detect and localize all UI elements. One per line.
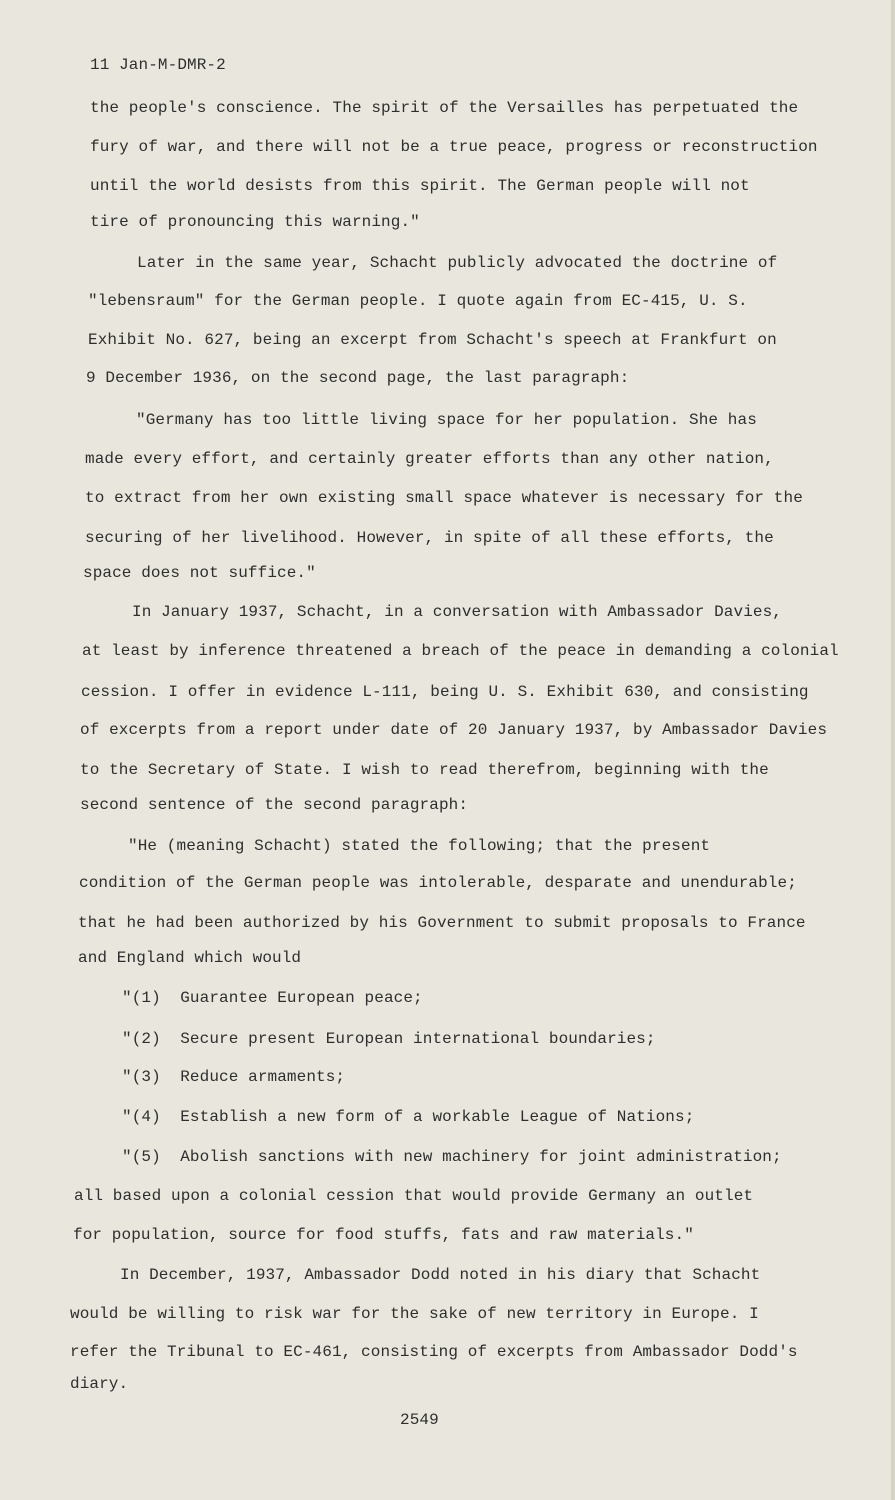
text-line: second sentence of the second paragraph: [80,796,469,814]
text-line: securing of her livelihood. However, in spite of all these efforts, the [85,529,774,547]
text-line: "lebensraum" for the German people. I quote again from EC-415, U. S. [88,292,748,310]
text-line: for population, source for food stuffs, fats and raw materials." [73,1226,694,1244]
page-edge [891,0,895,1500]
text-line: that he had been authorized by his Government to submit proposals to France [78,914,806,932]
text-line: space does not suffice." [83,564,316,582]
text-line: all based upon a colonial cession that would provide Germany an outlet [74,1187,754,1205]
page-number: 2549 [400,1411,439,1429]
text-line: diary. [70,1375,129,1393]
text-line: the people's conscience. The spirit of the Versailles has perpetuated the [90,99,799,117]
text-line: refer the Tribunal to EC-461, consisting of excerpts from Ambassador Dodd's [70,1343,798,1361]
document-header: 11 Jan-M-DMR-2 [90,56,226,74]
text-line: until the world desists from this spirit. The German people will not [90,177,750,195]
text-line: "Germany has too little living space for her population. She has [136,411,757,429]
text-line: condition of the German people was intolerable, desparate and unendurable; [79,874,797,892]
text-line: would be willing to risk war for the sake of new territory in Europe. I [70,1305,759,1323]
text-line: 9 December 1936, on the second page, the last paragraph: [86,369,630,387]
text-line: Exhibit No. 627, being an excerpt from Schacht's speech at Frankfurt on [88,331,777,349]
text-line: of excerpts from a report under date of 20 January 1937, by Ambassador Davies [80,721,828,739]
text-line: In January 1937, Schacht, in a conversation with Ambassador Davies, [132,603,783,621]
list-item: "(4) Establish a new form of a workable League of Nations; [122,1108,695,1126]
list-item: "(5) Abolish sanctions with new machinery for joint administration; [122,1148,782,1166]
text-line: at least by inference threatened a breach of the peace in demanding a colonial [82,642,839,660]
text-line: Later in the same year, Schacht publicly advocated the doctrine of [137,254,778,272]
text-line: to the Secretary of State. I wish to read therefrom, beginning with the [80,761,769,779]
text-line: made every effort, and certainly greater efforts than any other nation, [85,450,774,468]
list-item: "(2) Secure present European international boundaries; [122,1030,656,1048]
text-line: cession. I offer in evidence L-111, being U. S. Exhibit 630, and consisting [81,683,809,701]
text-line: and England which would [78,949,302,967]
text-line: "He (meaning Schacht) stated the following; that the present [128,837,711,855]
text-line: to extract from her own existing small space whatever is necessary for the [85,489,803,507]
list-item: "(3) Reduce armaments; [122,1068,346,1086]
text-line: tire of pronouncing this warning." [90,213,420,231]
text-line: In December, 1937, Ambassador Dodd noted in his diary that Schacht [120,1266,761,1284]
text-line: fury of war, and there will not be a true peace, progress or reconstruction [90,138,818,156]
list-item: "(1) Guarantee European peace; [122,989,423,1007]
